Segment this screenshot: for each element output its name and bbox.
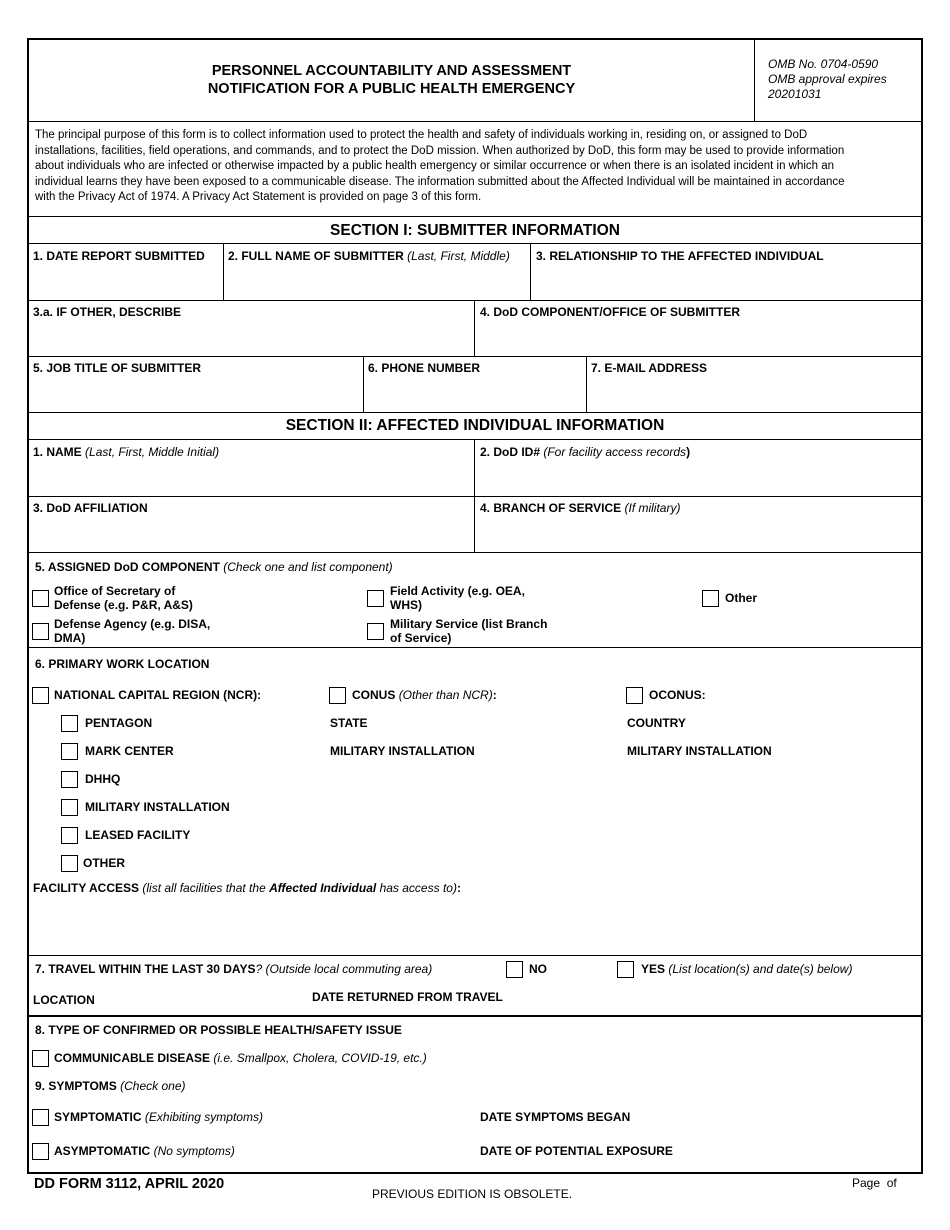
travel-yes-label <box>641 962 852 976</box>
date-symptoms-began-label: DATE SYMPTOMS BEGAN <box>480 1110 631 1124</box>
date-potential-exposure-input[interactable] <box>690 1140 915 1160</box>
pentagon-label: PENTAGON <box>85 716 153 730</box>
military-service-checkbox[interactable] <box>367 623 384 640</box>
pentagon-checkbox[interactable] <box>61 715 78 732</box>
dod-id-label <box>480 445 690 459</box>
branch-hint: (If military) <box>624 501 681 515</box>
travel-yes-checkbox[interactable] <box>617 961 634 978</box>
state-input[interactable] <box>380 713 610 733</box>
travel-label-text: 7. TRAVEL WITHIN THE LAST 30 DAYS <box>35 962 256 976</box>
header-divider <box>754 40 755 121</box>
military-service-line-2: of Service) <box>390 631 452 645</box>
intro-bottom-rule <box>28 216 922 217</box>
row-rule <box>28 356 922 357</box>
ncr-military-installation-checkbox[interactable] <box>61 799 78 816</box>
asymptomatic-label <box>54 1144 235 1158</box>
country-label: COUNTRY <box>627 716 686 730</box>
branch-label <box>480 501 680 515</box>
country-input[interactable] <box>695 713 915 733</box>
field-activity-line-2: WHS) <box>390 598 422 612</box>
mark-center-checkbox[interactable] <box>61 743 78 760</box>
travel-label <box>35 962 432 976</box>
row-rule <box>28 552 922 553</box>
ncr-other-checkbox[interactable] <box>61 855 78 872</box>
other-describe-label: 3.a. IF OTHER, DESCRIBE <box>33 305 182 319</box>
row-rule <box>28 955 922 956</box>
travel-no-checkbox[interactable] <box>506 961 523 978</box>
relationship-label: 3. RELATIONSHIP TO THE AFFECTED INDIVIDUAL <box>536 249 824 263</box>
assigned-component-label <box>35 560 393 574</box>
obsolete-notice: PREVIOUS EDITION IS OBSOLETE. <box>372 1187 573 1201</box>
facility-access-label <box>33 881 461 895</box>
phone-input[interactable] <box>367 380 581 408</box>
field-activity-checkbox[interactable] <box>367 590 384 607</box>
other-component-checkbox[interactable] <box>702 590 719 607</box>
work-location-label: 6. PRIMARY WORK LOCATION <box>35 657 210 671</box>
symptomatic-checkbox[interactable] <box>32 1109 49 1126</box>
intro-line: individual learns they have been exposed to a communicable disease. The information submitted about the Affected Individual will be maintained in accordance <box>35 175 845 188</box>
divider <box>363 356 364 413</box>
date-potential-exposure-label: DATE OF POTENTIAL EXPOSURE <box>480 1144 673 1158</box>
dod-id-label-text: 2. DoD ID# <box>480 445 541 459</box>
dhhq-label: DHHQ <box>85 772 121 786</box>
facility-access-hint-a: (list all facilities that the <box>142 881 266 895</box>
intro-line: about individuals who are infected or otherwise impacted by a public health emergency or similar occurrence or when there is an isolated incident in which an <box>35 160 835 172</box>
divider <box>223 243 224 300</box>
travel-yes-hint: (List location(s) and date(s) below) <box>668 962 853 976</box>
conus-label <box>352 688 497 702</box>
intro-line: The principal purpose of this form is to collect information used to protect the health and safety of individuals working in, residing on, or assigned to DoD <box>35 129 808 141</box>
submitter-name-label <box>228 249 510 263</box>
mark-center-label: MARK CENTER <box>85 744 174 758</box>
dod-id-input[interactable] <box>479 464 917 492</box>
ncr-label: NATIONAL CAPITAL REGION (NCR): <box>54 688 262 702</box>
row-rule <box>28 300 922 301</box>
omb-block <box>768 57 887 102</box>
osd-option-label <box>54 584 193 612</box>
row-rule <box>28 412 922 413</box>
intro-line: with the Privacy Act of 1974. A Privacy Act Statement is provided on page 3 of this form. <box>35 191 482 203</box>
communicable-disease-checkbox[interactable] <box>32 1050 49 1067</box>
submitter-name-input[interactable] <box>227 268 525 296</box>
travel-date-returned-label: DATE RETURNED FROM TRAVEL <box>312 990 503 1004</box>
other-describe-input[interactable] <box>32 324 468 352</box>
facility-access-label-text: FACILITY ACCESS <box>33 881 140 895</box>
section-2-title: SECTION II: AFFECTED INDIVIDUAL INFORMATION <box>285 417 665 434</box>
omb-approval: OMB approval expires <box>768 72 887 86</box>
form-id: DD FORM 3112, APRIL 2020 <box>34 1176 225 1192</box>
defense-agency-option-label <box>54 617 210 645</box>
divider <box>586 356 587 413</box>
field-activity-option-label <box>390 584 525 612</box>
osd-checkbox[interactable] <box>32 590 49 607</box>
conus-military-installation-label: MILITARY INSTALLATION <box>330 744 475 758</box>
submitter-name-label-text: 2. FULL NAME OF SUBMITTER <box>228 249 404 263</box>
defense-agency-checkbox[interactable] <box>32 623 49 640</box>
relationship-input[interactable] <box>535 268 917 296</box>
divider <box>530 243 531 300</box>
job-title-input[interactable] <box>32 380 358 408</box>
component-office-label: 4. DoD COMPONENT/OFFICE OF SUBMITTER <box>480 305 740 319</box>
state-label: STATE <box>330 716 368 730</box>
row-rule <box>28 647 922 648</box>
omb-date: 20201031 <box>768 87 822 101</box>
dod-affiliation-input[interactable] <box>32 520 468 548</box>
branch-input[interactable] <box>479 520 917 548</box>
military-service-option-label <box>390 617 547 645</box>
dod-id-hint: (For facility access records <box>543 445 687 459</box>
communicable-disease-hint: (i.e. Smallpox, Cholera, COVID-19, etc.) <box>213 1051 427 1065</box>
conus-checkbox[interactable] <box>329 687 346 704</box>
date-report-label: 1. DATE REPORT SUBMITTED <box>33 249 205 263</box>
asymptomatic-label-text: ASYMPTOMATIC <box>54 1144 151 1158</box>
branch-label-text: 4. BRANCH OF SERVICE <box>480 501 622 515</box>
component-office-input[interactable] <box>479 324 917 352</box>
facility-access-colon: : <box>456 881 461 895</box>
defense-agency-line-1: Defense Agency (e.g. DISA, <box>54 617 211 631</box>
oconus-label: OCONUS: <box>649 688 706 702</box>
omb-number: OMB No. 0704-0590 <box>768 57 879 71</box>
facility-access-hint-c: has access to) <box>379 881 457 895</box>
asymptomatic-checkbox[interactable] <box>32 1143 49 1160</box>
row-rule <box>28 1015 922 1017</box>
health-issue-label: 8. TYPE OF CONFIRMED OR POSSIBLE HEALTH/SAFETY ISSUE <box>35 1023 402 1037</box>
travel-yes-label-text: YES <box>641 962 666 976</box>
ncr-other-label: OTHER <box>83 856 125 870</box>
affected-name-label <box>33 445 219 459</box>
divider <box>474 300 475 357</box>
title-line-2: NOTIFICATION FOR A PUBLIC HEALTH EMERGENCY <box>207 81 576 97</box>
symptomatic-label <box>54 1110 263 1124</box>
field-activity-line-1: Field Activity (e.g. OEA, <box>390 584 525 598</box>
oconus-checkbox[interactable] <box>626 687 643 704</box>
email-label: 7. E-MAIL ADDRESS <box>591 361 708 375</box>
conus-label-text: CONUS <box>352 688 396 702</box>
submitter-name-hint: (Last, First, Middle) <box>407 249 510 263</box>
title-block <box>29 62 754 98</box>
ncr-checkbox[interactable] <box>32 687 49 704</box>
military-service-line-1: Military Service (list Branch <box>390 617 548 631</box>
job-title-label: 5. JOB TITLE OF SUBMITTER <box>33 361 202 375</box>
osd-line-1: Office of Secretary of <box>54 584 176 598</box>
defense-agency-line-2: DMA) <box>54 631 86 645</box>
section-1-rule <box>28 243 922 244</box>
communicable-disease-label <box>54 1051 427 1065</box>
affected-name-label-text: 1. NAME <box>33 445 82 459</box>
conus-colon: : <box>492 688 497 702</box>
travel-location-label: LOCATION <box>33 993 95 1007</box>
page-number: Page of <box>852 1176 897 1190</box>
oconus-military-installation-label: MILITARY INSTALLATION <box>627 744 772 758</box>
affected-name-hint: (Last, First, Middle Initial) <box>85 445 220 459</box>
communicable-disease-label-text: COMMUNICABLE DISEASE <box>54 1051 211 1065</box>
header-bottom-rule <box>28 121 922 122</box>
intro-line: installations, facilities, field operations, and commands, and to protect the DoD mission. When authorized by DoD, this form may be used to provide information <box>35 144 845 157</box>
symptoms-hint: (Check one) <box>120 1079 186 1093</box>
assigned-component-label-text: 5. ASSIGNED DoD COMPONENT <box>35 560 220 574</box>
symptoms-label-text: 9. SYMPTOMS <box>35 1079 117 1093</box>
osd-line-2: Defense (e.g. P&R, A&S) <box>54 598 193 612</box>
phone-label: 6. PHONE NUMBER <box>368 361 481 375</box>
symptomatic-hint: (Exhibiting symptoms) <box>144 1110 263 1124</box>
email-input[interactable] <box>590 380 917 408</box>
symptoms-label <box>35 1079 186 1093</box>
intro-text <box>35 128 845 206</box>
ncr-military-installation-label: MILITARY INSTALLATION <box>85 800 230 814</box>
title-line-1: PERSONNEL ACCOUNTABILITY AND ASSESSMENT <box>211 63 572 79</box>
symptomatic-label-text: SYMPTOMATIC <box>54 1110 142 1124</box>
dod-affiliation-label: 3. DoD AFFILIATION <box>33 501 148 515</box>
dhhq-checkbox[interactable] <box>61 771 78 788</box>
leased-facility-label: LEASED FACILITY <box>85 828 191 842</box>
conus-hint: (Other than NCR) <box>398 688 493 702</box>
travel-no-label: NO <box>529 962 547 976</box>
section-2-rule <box>28 439 922 440</box>
asymptomatic-hint: (No symptoms) <box>153 1144 235 1158</box>
section-1-title: SECTION I: SUBMITTER INFORMATION <box>330 222 620 239</box>
other-component-label: Other <box>725 591 758 605</box>
dod-id-paren: ) <box>686 445 691 459</box>
facility-access-hint-b: Affected Individual <box>269 881 377 895</box>
travel-hint: ? (Outside local commuting area) <box>255 962 433 976</box>
leased-facility-checkbox[interactable] <box>61 827 78 844</box>
assigned-component-hint: (Check one and list component) <box>223 560 393 574</box>
affected-name-input[interactable] <box>32 464 468 492</box>
date-report-input[interactable] <box>32 268 218 296</box>
date-symptoms-began-input[interactable] <box>645 1106 915 1126</box>
facility-access-input[interactable] <box>32 900 916 950</box>
row-rule <box>28 496 922 497</box>
